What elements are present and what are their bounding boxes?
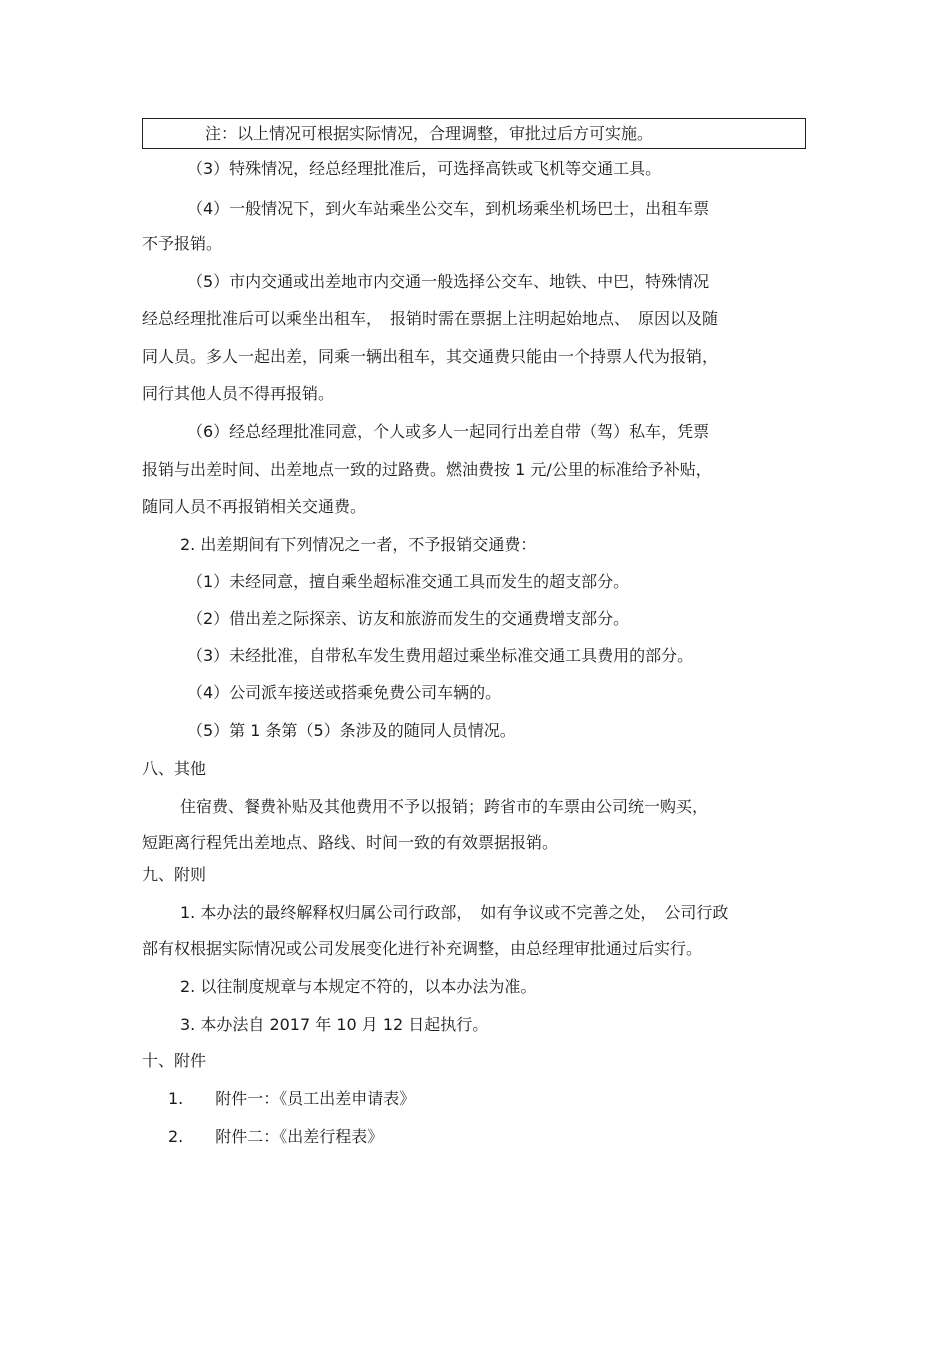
- section-2-item-2: （2）借出差之际探亲、访友和旅游而发生的交通费增支部分。: [187, 609, 630, 628]
- item-4-continuation: 不予报销。: [142, 234, 223, 253]
- item-5-continuation-2: 同人员。多人一起出差，同乘一辆出租车，其交通费只能由一个持票人代为报销，: [142, 347, 719, 366]
- item-6-continuation-2: 随同人员不再报销相关交通费。: [142, 497, 367, 516]
- section-8-paragraph-2: 短距离行程凭出差地点、路线、时间一致的有效票据报销。: [142, 833, 559, 852]
- section-2-item-4: （4）公司派车接送或搭乘免费公司车辆的。: [187, 683, 502, 702]
- heading-10-attachments: 十、附件: [142, 1051, 207, 1070]
- attachment-item-1: 1. 附件一：《员工出差申请表》: [168, 1089, 416, 1108]
- section-9-item-1-continuation: 部有权根据实际情况或公司发展变化进行补充调整，由总经理审批通过后实行。: [142, 939, 703, 958]
- item-6-private-car: （6）经总经理批准同意，个人或多人一起同行出差自带（驾）私车，凭票: [187, 422, 710, 441]
- section-2-item-3: （3）未经批准，自带私车发生费用超过乘坐标准交通工具费用的部分。: [187, 646, 694, 665]
- section-2-item-5: （5）第 1 条第（5）条涉及的随同人员情况。: [187, 721, 516, 740]
- item-5-continuation-3: 同行其他人员不得再报销。: [142, 384, 335, 403]
- section-8-paragraph-1: 住宿费、餐费补贴及其他费用不予以报销；跨省市的车票由公司统一购买，: [180, 797, 709, 816]
- note-text: 注：以上情况可根据实际情况，合理调整，审批过后方可实施。: [205, 124, 654, 143]
- attachment-item-2: 2. 附件二：《出差行程表》: [168, 1127, 384, 1146]
- section-2-heading: 2. 出差期间有下列情况之一者，不予报销交通费：: [180, 535, 537, 554]
- item-4-general-cases: （4）一般情况下，到火车站乘坐公交车，到机场乘坐机场巴士，出租车票: [187, 199, 710, 218]
- item-6-continuation-1: 报销与出差时间、出差地点一致的过路费。燃油费按 1 元/公里的标准给予补贴，: [142, 460, 712, 479]
- item-5-city-transport: （5）市内交通或出差地市内交通一般选择公交车、地铁、中巴，特殊情况: [187, 272, 710, 291]
- item-5-continuation-1: 经总经理批准后可以乘坐出租车， 报销时需在票据上注明起始地点、 原因以及随: [142, 309, 719, 328]
- note-box: [142, 118, 806, 149]
- section-9-item-1: 1. 本办法的最终解释权归属公司行政部， 如有争议或不完善之处， 公司行政: [180, 903, 729, 922]
- item-3-special-cases: （3）特殊情况，经总经理批准后，可选择高铁或飞机等交通工具。: [187, 159, 662, 178]
- section-2-item-1: （1）未经同意，擅自乘坐超标准交通工具而发生的超支部分。: [187, 572, 630, 591]
- section-9-item-2: 2. 以往制度规章与本规定不符的，以本办法为准。: [180, 977, 537, 996]
- section-9-item-3: 3. 本办法自 2017 年 10 月 12 日起执行。: [180, 1015, 489, 1034]
- heading-9-appendix-rules: 九、附则: [142, 865, 207, 884]
- heading-8-other: 八、其他: [142, 759, 207, 778]
